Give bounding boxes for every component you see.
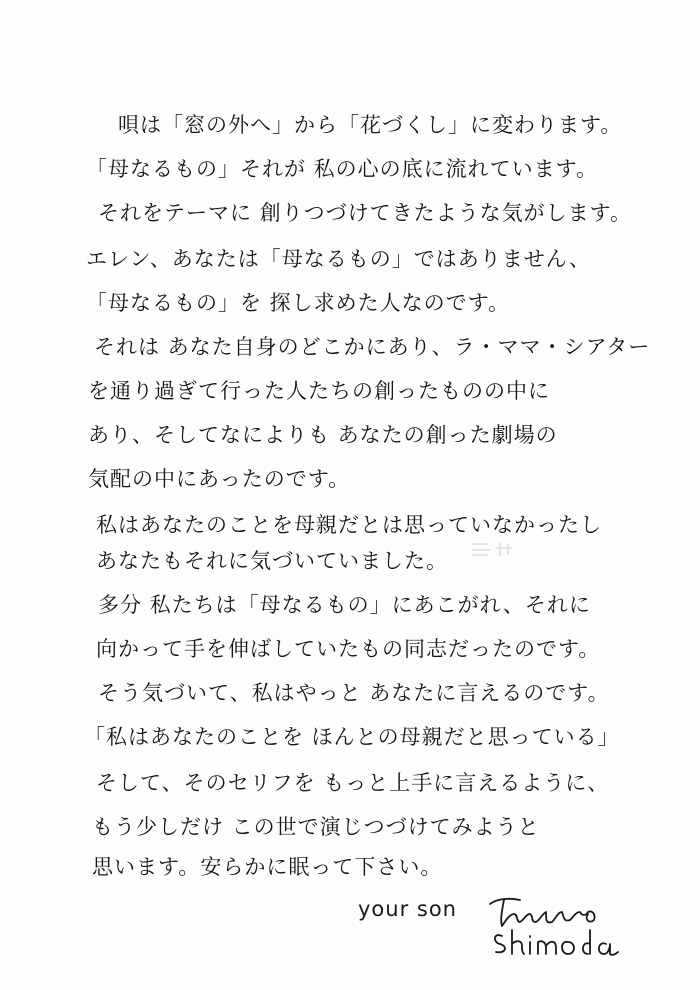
letter-line-15: 「私はあなたのことを ほんとの母親だと思っている」 bbox=[84, 725, 620, 749]
letter-line-3: それをテーマに 創りつづけてきたような気がします。 bbox=[98, 201, 632, 225]
letter-line-12: 多分 私たちは「母なるもの」にあこがれ、それに bbox=[98, 593, 591, 617]
letter-line-18: 思います。安らかに眠って下さい。 bbox=[92, 855, 443, 879]
letter-line-4: エレン、あなたは「母なるもの」ではありません、 bbox=[86, 247, 592, 271]
letter-line-2: 「母なるもの」それが 私の心の底に流れています。 bbox=[86, 157, 598, 181]
letter-line-9: 気配の中にあったのです。 bbox=[88, 467, 351, 491]
paper-bleed-mark bbox=[468, 540, 528, 558]
letter-line-1: 唄は「窓の外へ」から「花づくし」に変わります。 bbox=[118, 113, 623, 137]
letter-line-8: あり、そしてなによりも あなたの創った劇場の bbox=[88, 423, 558, 447]
handwritten-signature bbox=[484, 890, 634, 960]
letter-line-5: 「母なるもの」を 探し求めた人なのです。 bbox=[86, 291, 510, 315]
letter-line-10: 私はあなたのことを母親だとは思っていなかったし bbox=[96, 513, 602, 537]
letter-line-16: そして、そのセリフを もっと上手に言えるように、 bbox=[96, 771, 610, 795]
letter-line-14: そう気づいて、私はやっと あなたに言えるのです。 bbox=[98, 681, 610, 705]
letter-line-13: 向かって手を伸ばしていたもの同志だったのです。 bbox=[96, 637, 601, 661]
signature-prefix: your son bbox=[358, 897, 457, 921]
letter-line-7: を通り過ぎて行った人たちの創ったものの中に bbox=[88, 379, 550, 403]
letter-line-6: それは あなた自身のどこかにあり、ラ・ママ・シアター bbox=[94, 335, 651, 359]
letter-line-17: もう少しだけ この世で演じつづけてみようと bbox=[92, 815, 540, 839]
letter-line-11: あなたもそれに気づいていました。 bbox=[96, 549, 448, 573]
